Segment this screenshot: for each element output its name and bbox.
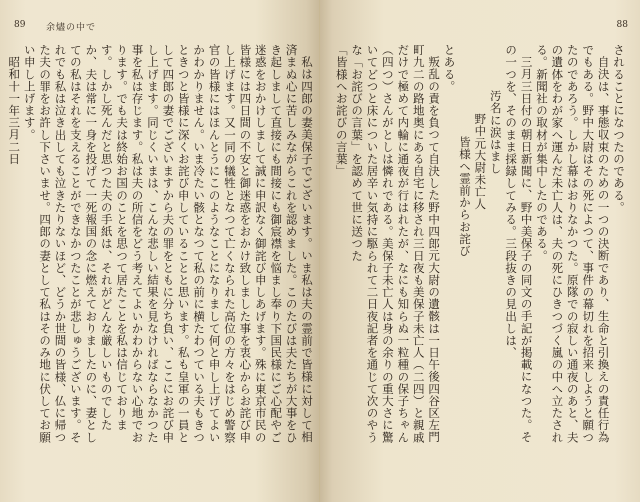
- page-number: 89: [14, 20, 26, 30]
- right-paragraph: 叛乱の責を負つて自決した野中四郎元大尉の遺骸は一日午後四谷区左門町九二の路地奥にある自宅に移され三日夜も美保子未亡人（二四）と親戚だけで極めて内輪に通夜が行はれたが、なにも知らぬ一粒種の保子ちゃん（四つ）さんがとしは憐れである。美保子未亡人は身の余りの重大さに驚いてどつと床についた居辛い気持に駆られて二日夜記者を通じて次のやうな「お詫びの言葉」を認めて世に送つた: [350, 44, 442, 444]
- date-line: 昭和十一年三月二日: [7, 55, 22, 165]
- right-paragraph: されることになつたのである。: [612, 44, 626, 214]
- quote-title: 「皆様へお詫びの言葉」: [334, 44, 349, 178]
- right-paragraph: とある。: [442, 44, 457, 93]
- right-page: [320, 0, 640, 502]
- right-paragraph: 自決は、事態収束のための一つの決断であり、生命と引換えの責任行為でもある。野中大尉はその死によつて、事件の幕切れを招来しようと願つたのであろう。しかし幕はおりなかつた。原隊での寂しい通夜のあと、夫の遺体をわが家へ運んだ未亡人は、夫の死にひきつづく嵐の中へ立たされる。新聞社の取材が集中したのである。: [534, 44, 611, 444]
- headline-line: 野中元大尉未亡人: [473, 113, 488, 210]
- left-paragraph: 私は四郎の妻美保子でございます。いま私は夫の霊前で皆様に対して相済まぬ心に苦しみながらこれを認めました。このたびは夫たちが大事をひき起しまして直接にも間接にも御宸襟を悩まし奉り下国民様にご心配やご迷惑をおかけしまして誠に申訳なく御詫び申しあげます。殊に東京市民の皆様には四日間の不安と御迷惑をおかけ致しました事を衷心からお詫び申し上げます。又一同の犠牲となつて亡くなられた高位の方々をはじめ警察官の皆様にはほんとうにこのようなことになりまして何と申し上げてよいかわかりません。いま冷たい骸となつて私の前に横たわつている夫もきつときつと皆様に深くお詫び申していることと思います。私も皇軍の一員として四郎の妻でございますから夫の罪をともに分ち負い、ここにお詫び申し上げます。同じくいまは、こんな悲しい結果を見なければならなかつた事を私は存じます。私は夫の所信をどう考えてよいかわからない心地でおります。でも夫は終始お国のことを思つて居たことを私は信じております。しかし死んだと思つた夫の手紙は、それがどんな厳しいものでしたか、夫は常に一身を投げて一死報国の念に燃えておりましたのに、妻としての私はそれを支えることができなかつたことが悲しゅうございます。それでも私は泣き出しても泣きたりないほど、どうか世間の皆様、仏に帰つた夫の罪をお許し下さいませ。四郎の妻として私はそのみ地に伏してお願い申し上げます。: [22, 44, 314, 444]
- right-paragraph: 三月三日付の朝日新聞に、野中美保子の同文の手記が掲載になつた。その一つを、そのまま採録してみる。三段抜きの見出しは、: [504, 44, 534, 443]
- left-page-body: [7, 44, 314, 454]
- headline-line: 汚名に涙はまし: [488, 90, 503, 175]
- right-page-body: [334, 44, 626, 454]
- headline-line: 皆様へ霊前からお詫び: [457, 136, 472, 257]
- running-title: 余燼の中で: [46, 23, 97, 33]
- page-number: 88: [616, 20, 628, 30]
